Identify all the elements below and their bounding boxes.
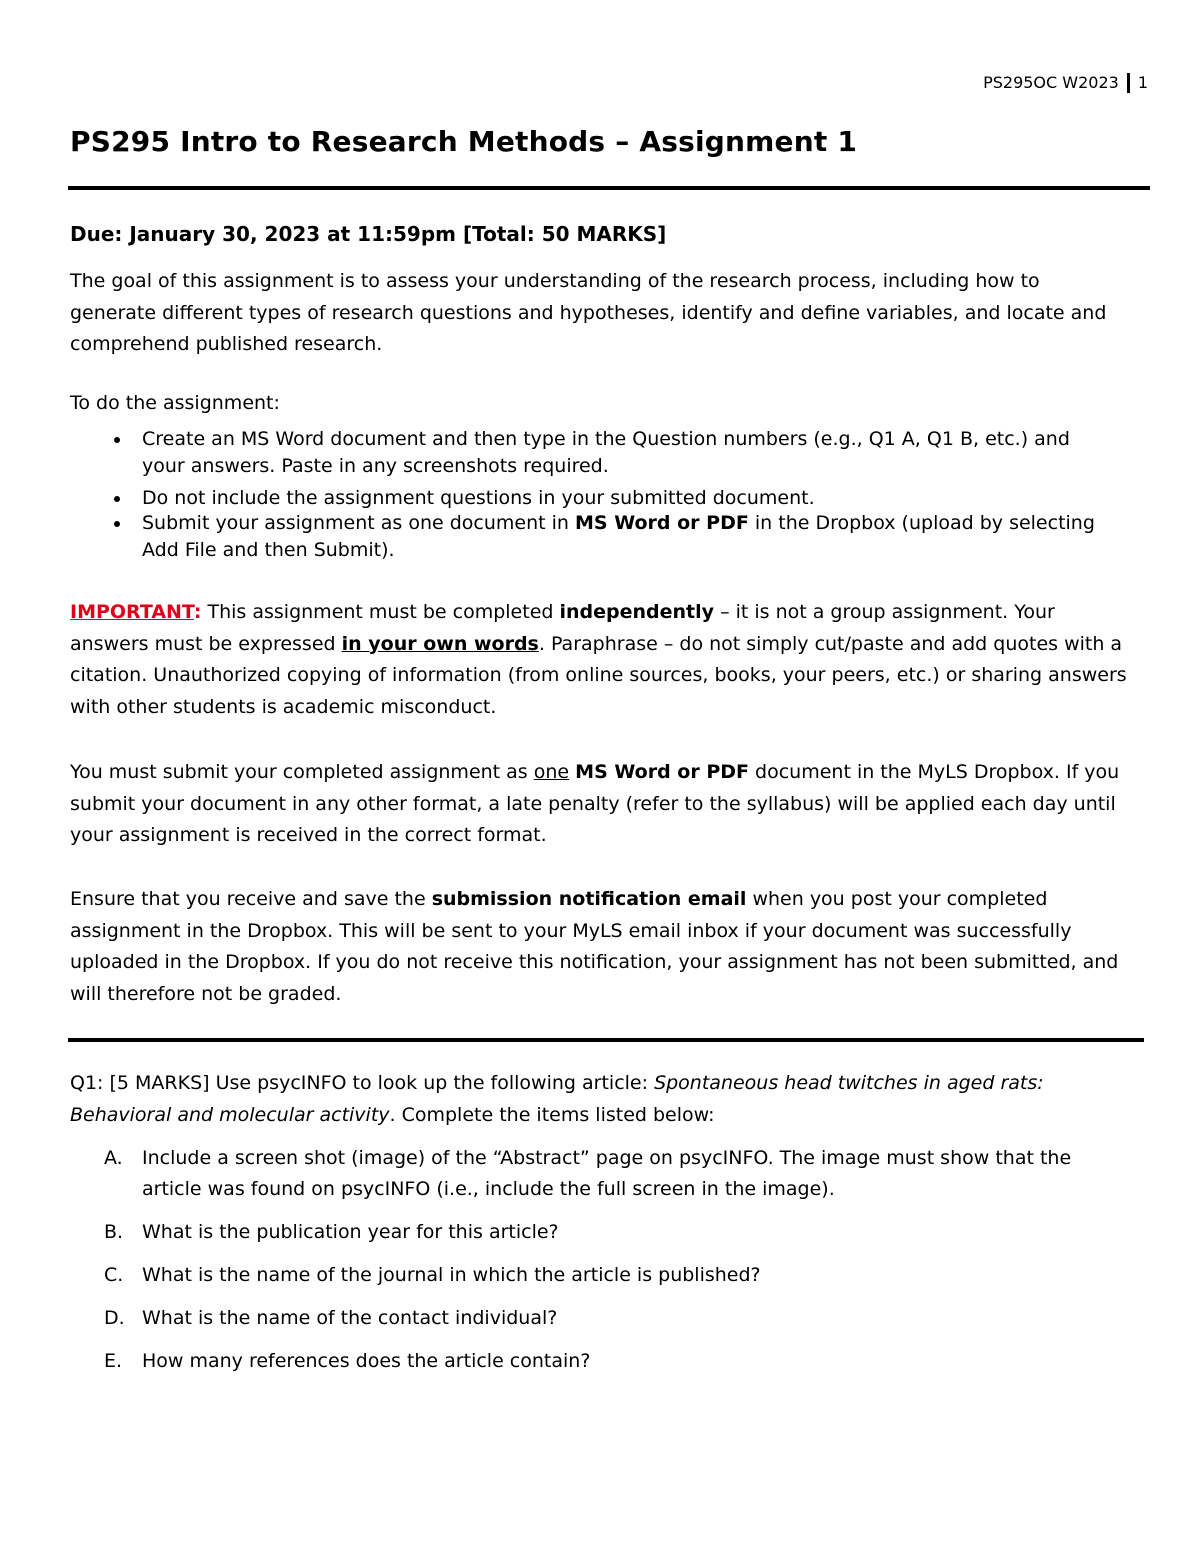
list-item: [104, 1303, 1134, 1334]
submit-paragraph: [70, 757, 1130, 852]
bullet-text-2: Do not include the assignment questions in your submitted document.: [142, 487, 815, 509]
important-label: IMPORTANT: [70, 601, 194, 623]
q1-text-2: . Complete the items listed below:: [389, 1103, 715, 1126]
ensure-bold: submission notification email: [431, 888, 747, 910]
item-label: E.: [104, 1350, 123, 1372]
q1-prompt: [70, 1068, 1130, 1131]
q1-text-1: Q1: [5 MARKS] Use psycINFO to look up the following article:: [70, 1072, 655, 1094]
bullet-text-1: Create an MS Word document and then type in the Question numbers (e.g., Q1 A, Q1 B, etc.) and your answers. Paste in any screenshots required.: [142, 428, 1070, 477]
submit-underline: one: [533, 761, 570, 783]
q1-items: [104, 1143, 1134, 1389]
due-date: Due: January 30, 2023 at 11:59pm [Total: 50 MARKS]: [70, 222, 667, 246]
important-text-3: . Paraphrase – do not simply cut/paste and add quotes with a citation. Unauthorized copying of information (from online sources, books, your peers, etc.) or sharing answers with other students is academic misconduct.: [70, 632, 1127, 718]
important-text-2: – it is not a group assignment. Your answers must be expressed: [70, 601, 1055, 655]
header-divider: [1127, 73, 1130, 93]
list-item: [110, 510, 1110, 564]
page-header: [983, 72, 1148, 94]
list-item: [104, 1217, 1134, 1248]
item-text: What is the name of the contact individual?: [142, 1307, 558, 1329]
q1-article-title: Spontaneous head twitches in aged rats: Behavioral and molecular activity: [70, 1072, 1044, 1126]
item-text: Include a screen shot (image) of the “Abstract” page on psycINFO. The image must show that the article was found on psycINFO (i.e., include the full screen in the image).: [142, 1147, 1072, 1200]
item-label: B.: [104, 1221, 124, 1243]
item-text: How many references does the article contain?: [142, 1350, 591, 1372]
important-colon: :: [193, 601, 202, 623]
list-item: [104, 1260, 1134, 1291]
ensure-text-2: when you post your completed assignment in the Dropbox. This will be sent to your MyLS email inbox if your document was successfully uploaded in the Dropbox. If you do not receive this notification, your assignment has not been submitted, and will therefore not be graded.: [70, 888, 1119, 1005]
item-text: What is the publication year for this article?: [142, 1221, 559, 1243]
list-item: [104, 1143, 1134, 1205]
bullet-text-3a: Submit your assignment as one document in: [142, 512, 575, 534]
ensure-text-1: Ensure that you receive and save the: [70, 888, 432, 910]
goal-paragraph: The goal of this assignment is to assess your understanding of the research process, including how to generate different types of research questions and hypotheses, identify and define variables, and locate and comprehend published research.: [70, 270, 1107, 355]
submit-bold: MS Word or PDF: [575, 761, 749, 783]
bullet-text-3-bold: MS Word or PDF: [575, 512, 749, 534]
instructions-list: [110, 426, 1110, 564]
bullet-text-3b: in the Dropbox (upload by selecting Add File and then Submit).: [142, 512, 1095, 561]
important-text-1: This assignment must be completed: [201, 601, 560, 623]
list-item: [110, 426, 1110, 480]
item-text: What is the name of the journal in which the article is published?: [142, 1264, 761, 1286]
list-item: [110, 485, 1110, 512]
important-bold-underline: in your own words: [341, 632, 539, 655]
item-label: C.: [104, 1264, 124, 1286]
section-rule: [68, 1038, 1144, 1042]
ensure-paragraph: [70, 884, 1130, 1010]
course-code: PS295OC W2023: [983, 73, 1119, 92]
document-title: PS295 Intro to Research Methods – Assignment 1: [70, 125, 858, 158]
important-paragraph: [70, 597, 1130, 723]
todo-intro: To do the assignment:: [70, 392, 280, 414]
submit-text-2: document in the MyLS Dropbox. If you submit your document in any other format, a late penalty (refer to the syllabus) will be applied each day until your assignment is received in the correct format.: [70, 761, 1120, 846]
item-label: D.: [104, 1307, 125, 1329]
list-item: [104, 1346, 1134, 1377]
submit-text-1: You must submit your completed assignment as: [70, 761, 534, 783]
important-bold: independently: [559, 601, 715, 623]
item-label: A.: [104, 1147, 123, 1169]
page-number: 1: [1137, 73, 1148, 92]
title-rule: [68, 186, 1150, 190]
